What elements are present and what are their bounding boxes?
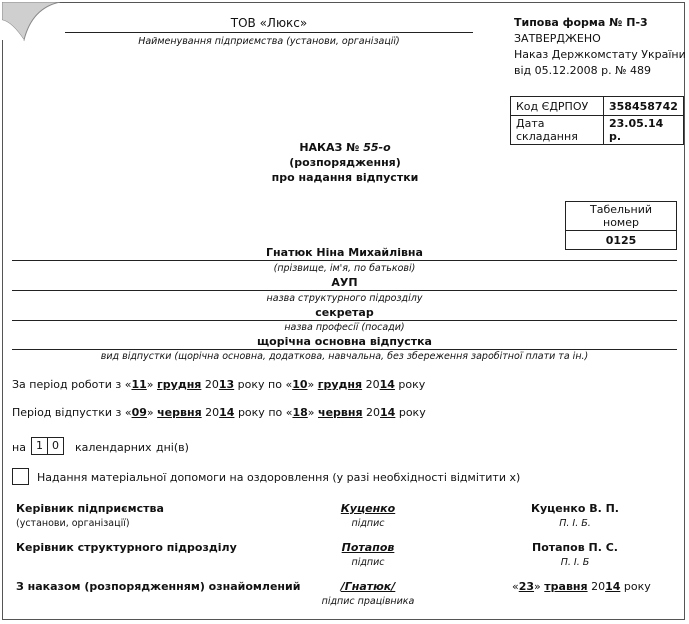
work-period-sep: » — [307, 378, 318, 391]
aid-label: Надання матеріальної допомоги на оздоровлення (у разі необхідності відмітити х) — [37, 471, 521, 484]
tab-number-label: Табельний номер — [566, 202, 677, 231]
unit-head-title: Керівник структурного підрозділу — [16, 541, 237, 554]
org-name: ТОВ «Люкс» — [230, 16, 308, 30]
leave-period-to-year: 14 — [380, 406, 396, 419]
codes-table — [510, 96, 684, 145]
head-name-caption: П. І. Б. — [559, 518, 591, 529]
work-period-prefix: За період роботи з « — [12, 378, 132, 391]
org-caption: Найменування підприємства (установи, організації) — [138, 36, 400, 47]
folded-corner-icon — [2, 2, 62, 42]
work-period-suffix: року — [394, 378, 426, 391]
ack-date-suffix: року — [620, 580, 651, 593]
code-row — [511, 97, 684, 116]
employee-name-line — [12, 260, 677, 261]
leave-period-mid: року по « — [234, 406, 293, 419]
ack-signature: /Гнатюк/ — [340, 580, 396, 593]
position-name: секретар — [315, 306, 374, 319]
unit-line — [12, 290, 677, 291]
position-caption: назва професії (посади) — [284, 322, 405, 333]
duration-digit[interactable]: 1 — [31, 437, 48, 455]
leave-period-sep: » — [307, 406, 319, 419]
head-subtitle: (установи, організації) — [16, 518, 130, 529]
ack-date-day: 23 — [518, 580, 535, 593]
code-value: 358458742 — [604, 97, 684, 116]
work-period-to-month: грудня — [317, 378, 363, 391]
work-period-from-day: 11 — [131, 378, 147, 391]
head-signature: Куценко — [340, 502, 396, 515]
leave-type: щорічна основна відпустка — [257, 335, 432, 348]
leave-period-from-day: 09 — [131, 406, 147, 419]
order-title — [230, 141, 460, 154]
employee-name: Гнатюк Ніна Михайлівна — [266, 246, 423, 259]
leave-period-from-month: червня — [157, 406, 202, 419]
ack-date-open: « — [512, 580, 519, 593]
unit-head-name-caption: П. І. Б — [560, 557, 590, 568]
leave-period-prefix: Період відпустки з « — [12, 406, 132, 419]
work-period-to-day: 10 — [292, 378, 308, 391]
head-title: Керівник підприємства — [16, 502, 164, 515]
work-period-sep: » — [146, 378, 158, 391]
leave-period-sep: » — [146, 406, 158, 419]
unit-name: АУП — [331, 276, 358, 289]
head-signature-caption: підпис — [351, 518, 385, 529]
tab-number-table — [565, 201, 677, 250]
code-label: Код ЄДРПОУ — [511, 97, 604, 116]
work-period-mid: року по « — [234, 378, 293, 391]
leave-period-year-prefix: 20 — [201, 406, 220, 419]
work-period — [12, 378, 425, 391]
leave-period-to-day: 18 — [292, 406, 308, 419]
order-subtitle: (розпорядження) — [289, 156, 401, 169]
tab-number-value: 0125 — [566, 231, 677, 250]
ack-date-year: 14 — [605, 580, 621, 593]
leave-period-to-month: червня — [318, 406, 363, 419]
duration-days: дні(в) — [156, 441, 189, 454]
code-value: 23.05.14 р. — [604, 116, 684, 145]
org-underline — [65, 32, 473, 33]
ack-date-month: травня — [544, 580, 588, 593]
order-reference: Наказ Держкомстату України — [514, 48, 686, 61]
unit-head-name: Потапов П. С. — [532, 541, 618, 554]
leave-period-from-year: 14 — [219, 406, 235, 419]
work-period-year-prefix: 20 — [201, 378, 219, 391]
position-line — [12, 320, 677, 321]
head-name: Куценко В. П. — [530, 502, 619, 515]
work-period-from-year: 13 — [218, 378, 235, 391]
order-title-prefix: НАКАЗ № — [299, 141, 364, 154]
leave-type-caption: вид відпустки (щорічна основна, додаткова, навчальна, без збереження заробітної плати та ін.) — [100, 351, 589, 362]
order-purpose: про надання відпустки — [271, 171, 419, 184]
duration-prefix: на — [12, 441, 26, 454]
unit-head-signature-caption: підпис — [351, 557, 385, 568]
order-number: 55-о — [363, 141, 391, 154]
code-label: Дата складання — [511, 116, 604, 145]
ack-title: З наказом (розпорядженням) ознайомлений — [16, 580, 301, 593]
unit-head-signature: Потапов — [341, 541, 395, 554]
leave-period — [12, 406, 426, 419]
employee-name-caption: (прізвище, ім'я, по батькові) — [273, 263, 416, 274]
leave-period-year-prefix: 20 — [362, 406, 381, 419]
approved-label: ЗАТВЕРДЖЕНО — [514, 32, 601, 45]
form-title: Типова форма № П-3 — [514, 16, 648, 29]
ack-date-close: » — [534, 580, 545, 593]
duration-unit: календарних — [75, 441, 152, 454]
ack-date — [512, 580, 651, 593]
duration-digits — [31, 437, 63, 455]
duration-digit[interactable]: 0 — [47, 437, 64, 455]
work-period-from-month: грудня — [157, 378, 202, 391]
order-date: від 05.12.2008 р. № 489 — [514, 64, 652, 77]
unit-caption: назва структурного підрозділу — [266, 293, 423, 304]
ack-date-year-prefix: 20 — [587, 580, 606, 593]
leave-type-line — [12, 349, 677, 350]
ack-signature-caption: підпис працівника — [321, 596, 415, 607]
work-period-year-prefix: 20 — [362, 378, 380, 391]
leave-period-suffix: року — [395, 406, 426, 419]
code-row — [511, 116, 684, 145]
aid-checkbox[interactable] — [12, 468, 29, 485]
work-period-to-year: 14 — [379, 378, 395, 391]
